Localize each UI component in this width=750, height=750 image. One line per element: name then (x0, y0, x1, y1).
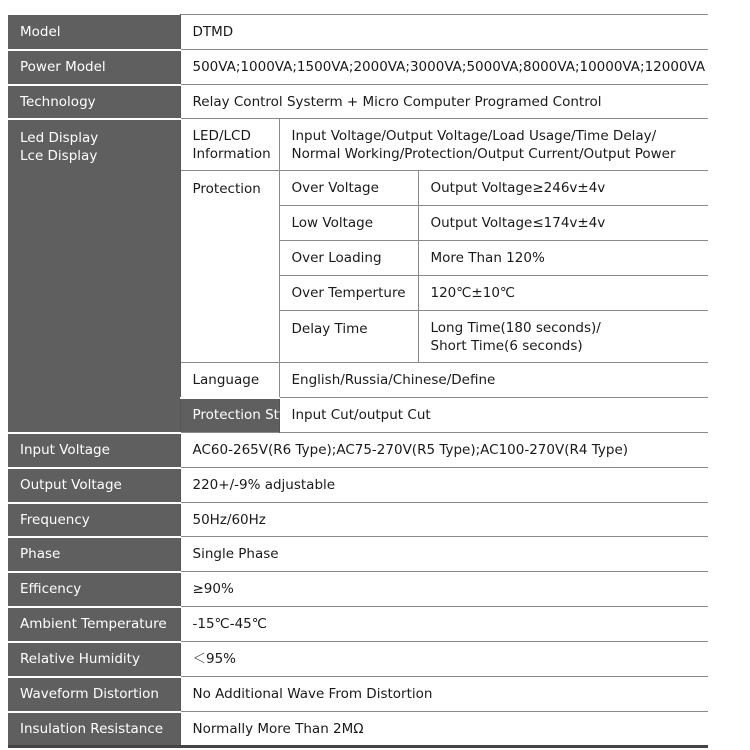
value-input-voltage: AC60-265V(R6 Type);AC75-270V(R5 Type);AC100-270V(R4 Type) (180, 433, 708, 468)
label-waveform-distortion: Waveform Distortion (8, 677, 180, 712)
label-ambient-temperature: Ambient Temperature (8, 607, 180, 642)
table-row-insulation-resistance (8, 712, 708, 747)
protection-value-over-voltage: Output Voltage≥246v±4v (418, 171, 708, 206)
label-frequency: Frequency (8, 503, 180, 537)
label-model: Model (8, 15, 180, 50)
label-phase: Phase (8, 537, 180, 572)
delay-time-line2: Short Time(6 seconds) (430, 337, 583, 354)
table-row-waveform-distortion (8, 677, 708, 712)
value-frequency: 50Hz/60Hz (180, 503, 708, 537)
protection-value-over-temperature: 120℃±10℃ (418, 276, 708, 311)
label-display-line2: Lce Display (20, 147, 98, 164)
value-phase: Single Phase (180, 537, 708, 572)
value-lcd-information (279, 119, 708, 171)
value-lcd-line2: Normal Working/Protection/Output Current/Output Power (291, 145, 676, 162)
protection-name-over-voltage: Over Voltage (279, 171, 418, 206)
protection-value-over-loading: More Than 120% (418, 241, 708, 276)
protection-name-delay-time: Delay Time (279, 311, 418, 363)
value-language: English/Russia/Chinese/Define (279, 363, 708, 398)
label-efficiency: Efficency (8, 572, 180, 607)
value-lcd-line1: Input Voltage/Output Voltage/Load Usage/Time Delay/ (291, 127, 657, 144)
table-row-efficiency (8, 572, 708, 607)
protection-name-low-voltage: Low Voltage (279, 206, 418, 241)
table-row-phase (8, 537, 708, 572)
value-technology: Relay Control Systerm + Micro Computer Programed Control (180, 85, 708, 119)
value-relative-humidity: ＜95% (180, 642, 708, 677)
table-row-relative-humidity (8, 642, 708, 677)
delay-time-line1: Long Time(180 seconds)/ (430, 319, 601, 336)
protection-name-over-loading: Over Loading (279, 241, 418, 276)
spec-table (8, 14, 708, 748)
label-insulation-resistance: Insulation Resistance (8, 712, 180, 747)
table-row-model (8, 15, 708, 50)
protection-value-delay-time (418, 311, 708, 363)
value-protection-style: Input Cut/output Cut (279, 398, 708, 433)
table-row-technology (8, 85, 708, 119)
value-model: DTMD (180, 15, 708, 50)
table-row-power-model (8, 50, 708, 85)
table-row-ambient-temperature (8, 607, 708, 642)
protection-name-over-temperature: Over Temperture (279, 276, 418, 311)
label-output-voltage: Output Voltage (8, 468, 180, 503)
label-technology: Technology (8, 85, 180, 119)
value-power-model: 500VA;1000VA;1500VA;2000VA;3000VA;5000VA;8000VA;10000VA;12000VA (180, 50, 708, 85)
label-power-model: Power Model (8, 50, 180, 85)
label-input-voltage: Input Voltage (8, 433, 180, 468)
sublabel-lcd-line1: LED/LCD (192, 127, 251, 144)
value-ambient-temperature: -15℃-45℃ (180, 607, 708, 642)
sublabel-lcd-information (180, 119, 279, 171)
table-row-input-voltage (8, 433, 708, 468)
value-waveform-distortion: No Additional Wave From Distortion (180, 677, 708, 712)
value-output-voltage: 220+/-9% adjustable (180, 468, 708, 503)
label-display-line1: Led Display (20, 129, 99, 146)
value-efficiency: ≥90% (180, 572, 708, 607)
label-relative-humidity: Relative Humidity (8, 642, 180, 677)
sublabel-protection: Protection (180, 171, 279, 363)
table-row-lcd-information (8, 119, 708, 171)
table-row-output-voltage (8, 468, 708, 503)
table-row-frequency (8, 503, 708, 537)
protection-value-low-voltage: Output Voltage≤174v±4v (418, 206, 708, 241)
label-display (8, 119, 180, 433)
sublabel-lcd-line2: Information (192, 145, 271, 162)
label-protection-style: Protection Style (180, 398, 279, 433)
sublabel-language: Language (180, 363, 279, 398)
value-insulation-resistance: Normally More Than 2MΩ (180, 712, 708, 747)
